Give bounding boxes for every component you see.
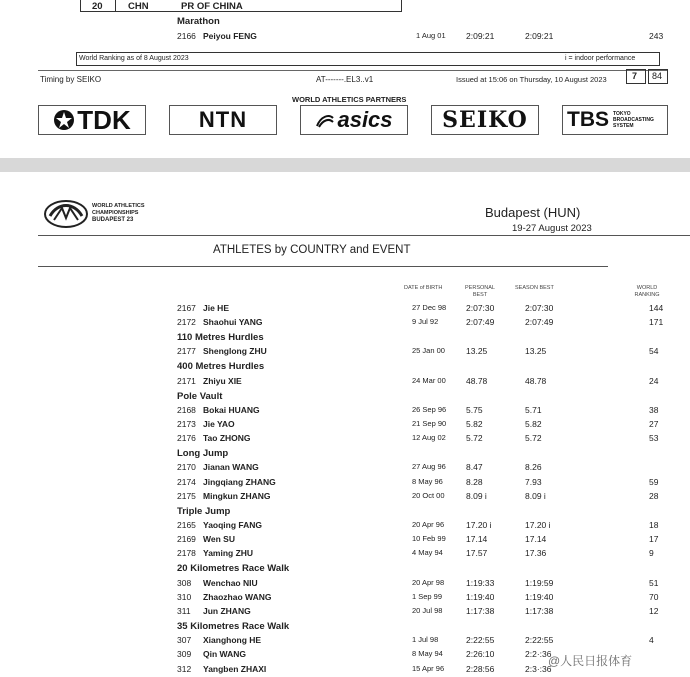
country-name: PR OF CHINA [181,1,243,12]
season-best: 5.71 [525,404,542,415]
dob: 21 Sep 90 [412,419,447,428]
world-rank: 53 [649,433,659,444]
personal-best: 17.20 i [466,520,492,530]
season-best: 2:07:49 [525,317,554,328]
world-rank: 59 [649,476,659,487]
personal-best: 2:22:55 [466,635,495,646]
dob: 25 Jan 00 [412,346,445,356]
personal-best: 2:26:10 [466,649,495,660]
athlete-name: Jie HE [203,303,229,313]
watermark: @人民日报体育 [548,654,633,668]
world-rank: 38 [649,404,659,415]
season-best: 1:19:40 [525,591,554,602]
bib: 312 [177,663,192,674]
city-title: Budapest (HUN) [485,205,581,220]
champ-line-1: WORLD ATHLETICS [92,203,145,209]
table-row [0,303,690,317]
world-rank: 18 [649,520,659,530]
world-rank: 28 [649,490,659,501]
bib: 2171 [177,375,196,386]
ranking-note: World Ranking as of 8 August 2023 [79,55,189,62]
header-rule [38,235,690,236]
championship-logo [44,200,88,233]
table-row [0,376,690,390]
athlete-name: Yaoqing FANG [203,520,263,530]
event-heading: Long Jump [177,448,229,460]
dob: 1 Jul 98 [412,635,439,645]
personal-best: 8.28 [466,476,483,487]
event-heading: 20 Kilometres Race Walk [177,563,290,575]
table-row [0,520,690,534]
personal-best: 2:09:21 [466,31,495,41]
athlete-name: Yaming ZHU [203,548,254,559]
season-best: 48.78 [525,375,547,386]
indoor-note: i = indoor performance [565,55,636,62]
table-row [0,592,690,606]
asics-text: asics [337,107,393,132]
personal-best: 8.09 i [466,490,487,501]
table-row [0,606,690,620]
bib: 2172 [177,317,196,328]
bib: 2165 [177,520,196,530]
previous-page [0,0,690,158]
season-best: 2:3·:36 [525,663,552,674]
seiko-logo [431,105,539,135]
athlete-name: Bokai HUANG [203,404,260,415]
table-row [0,548,690,562]
page-total: 84 [652,71,663,81]
athlete-name: Jingqiang ZHANG [203,476,276,487]
bib: 2173 [177,419,196,429]
bib: 307 [177,635,192,646]
world-rank: 51 [649,577,659,588]
dob: 1 Aug 01 [416,31,446,40]
dob: 12 Aug 02 [412,433,446,443]
athlete-name: Shenglong ZHU [203,346,267,357]
athlete-name: Wenchao NIU [203,577,258,588]
season-best: 2:09:21 [525,31,554,41]
dob: 1 Sep 99 [412,591,443,601]
dob: 15 Apr 96 [412,663,445,673]
athlete-name: Qin WANG [203,649,246,660]
personal-best: 2:28:56 [466,663,495,674]
world-rank: 27 [649,419,659,429]
personal-best: 48.78 [466,375,488,386]
athlete-name: Xianghong HE [203,635,262,646]
season-best: 13.25 [525,346,547,357]
dob: 4 May 94 [412,548,443,558]
world-rank: 54 [649,346,659,357]
tbs-subtitle: TOKYO BROADCASTING SYSTEM [613,111,654,129]
athlete-name: Wen SU [203,534,235,545]
personal-best: 2:07:30 [466,303,495,313]
season-best: 2:07:30 [525,303,554,313]
dob: 9 Jul 92 [412,317,439,327]
personal-best: 5.75 [466,404,483,415]
world-rank: 12 [649,606,659,616]
personal-best: 2:07:49 [466,317,495,328]
country-num: 20 [92,1,103,12]
tbs-logo [562,105,668,135]
season-best: 2:2·:36 [525,649,552,660]
event-heading: 35 Kilometres Race Walk [177,621,290,632]
dob: 20 Jul 98 [412,606,443,615]
season-best: 1:17:38 [525,606,554,616]
world-rank: 171 [649,317,664,328]
bib: 2178 [177,548,196,559]
footer-rule [38,70,668,71]
athlete-name: Jun ZHANG [203,606,251,616]
partners-label: WORLD ATHLETICS PARTNERS [292,95,407,104]
ntn-logo [169,105,277,135]
bib: 2168 [177,404,196,415]
event-heading: Marathon [177,16,220,27]
dob: 27 Dec 98 [412,303,447,312]
tdk-logo [38,105,146,135]
world-rank: 24 [649,375,659,386]
personal-best: 17.57 [466,548,488,559]
bib: 2166 [177,31,196,41]
athlete-name: Zhaozhao WANG [203,591,272,602]
bib: 2169 [177,534,196,545]
dob: 10 Feb 99 [412,534,446,544]
country-code: CHN [128,1,149,12]
athlete-name: Shaohui YANG [203,317,263,328]
ntn-text: NTN [198,107,248,132]
athlete-name: Zhiyu XIE [203,375,242,386]
tdk-mark-icon [53,109,75,131]
season-best: 8.09 i [525,490,546,501]
bib: 311 [177,606,191,616]
table-row [0,346,690,360]
season-best: 17.14 [525,534,547,545]
asics-logo [300,105,408,135]
dob: 20 Apr 98 [412,577,445,587]
dob: 27 Aug 96 [412,462,446,472]
seiko-text: SEIKO [442,107,528,133]
season-best: 17.36 [525,548,547,559]
tdk-text: TDK [77,104,131,135]
bib: 310 [177,591,192,602]
header-pb: PERSONAL BEST [465,285,495,298]
athlete-name: Mingkun ZHANG [203,490,271,501]
season-best: 2:22:55 [525,635,554,646]
dob: 20 Apr 96 [412,520,445,529]
season-best: 8.26 [525,462,542,473]
bib: 308 [177,577,192,588]
dob: 24 Mar 00 [412,375,446,385]
dob: 26 Sep 96 [412,404,447,414]
table-row [0,477,690,491]
header-sb: SEASON BEST [515,285,554,291]
personal-best: 1:19:40 [466,591,495,602]
personal-best: 1:19:33 [466,577,495,588]
event-heading: Pole Vault [177,390,223,402]
personal-best: 17.14 [466,534,488,545]
season-best: 1:19:59 [525,577,554,588]
personal-best: 8.47 [466,462,483,473]
athlete-name: Tao ZHONG [203,433,251,444]
table-row [0,635,690,649]
event-heading: 400 Metres Hurdles [177,361,265,373]
dob: 8 May 96 [412,476,443,486]
athlete-name: Jianan WANG [203,462,259,473]
header-dob: DATE of BIRTH [404,285,443,291]
world-rank: 70 [649,591,659,602]
wa-championship-icon [44,200,88,228]
season-best: 5.72 [525,433,542,444]
world-rank: 4 [649,635,654,646]
table-row [0,31,690,45]
bib: 2177 [177,346,196,357]
season-best: 17.20 i [525,520,551,530]
issued-text: Issued at 15:06 on Thursday, 10 August 2023 [456,75,607,84]
world-rank: 17 [649,534,659,545]
bib: 2167 [177,303,196,313]
dob: 8 May 94 [412,649,443,659]
table-row [0,419,690,433]
season-best: 5.82 [525,419,542,429]
header-rank: WORLD RANKING [634,285,660,298]
page-number: 7 [632,71,638,81]
tbs-text: TBS [567,108,609,131]
dob: 20 Oct 00 [412,490,445,500]
personal-best: 1:17:38 [466,606,495,616]
event-dates: 19-27 August 2023 [512,223,592,234]
event-heading: 110 Metres Hurdles [177,332,264,344]
athlete-name: Peiyou FENG [203,31,257,41]
athlete-name: Jie YAO [203,419,235,429]
world-rank: 243 [649,31,664,41]
table-row [0,534,690,548]
world-rank: 9 [649,548,654,559]
asics-stripes-icon [315,112,335,128]
bib: 2170 [177,462,196,473]
champ-line-3: BUDAPEST 23 [92,217,134,223]
athlete-name: Yangben ZHAXI [203,663,267,674]
table-row [0,578,690,592]
table-row [0,491,690,505]
bib: 2176 [177,433,196,444]
page-gap [0,158,690,172]
page-title: ATHLETES by COUNTRY and EVENT [213,244,411,256]
current-page [0,172,690,677]
season-best: 7.93 [525,476,542,487]
table-row [0,433,690,447]
table-row [0,317,690,331]
personal-best: 5.82 [466,419,483,429]
personal-best: 5.72 [466,433,483,444]
table-row [0,462,690,476]
table-row [0,405,690,419]
champ-line-2: CHAMPIONSHIPS [92,210,139,216]
bib: 2175 [177,490,196,501]
timing-text: Timing by SEIKO [40,75,102,84]
bib: 309 [177,649,192,660]
title-rule [38,266,608,267]
event-heading: Triple Jump [177,505,231,517]
doc-code: AT-------.EL3..v1 [316,75,374,84]
world-rank: 144 [649,303,664,313]
bib: 2174 [177,476,196,487]
personal-best: 13.25 [466,346,488,357]
